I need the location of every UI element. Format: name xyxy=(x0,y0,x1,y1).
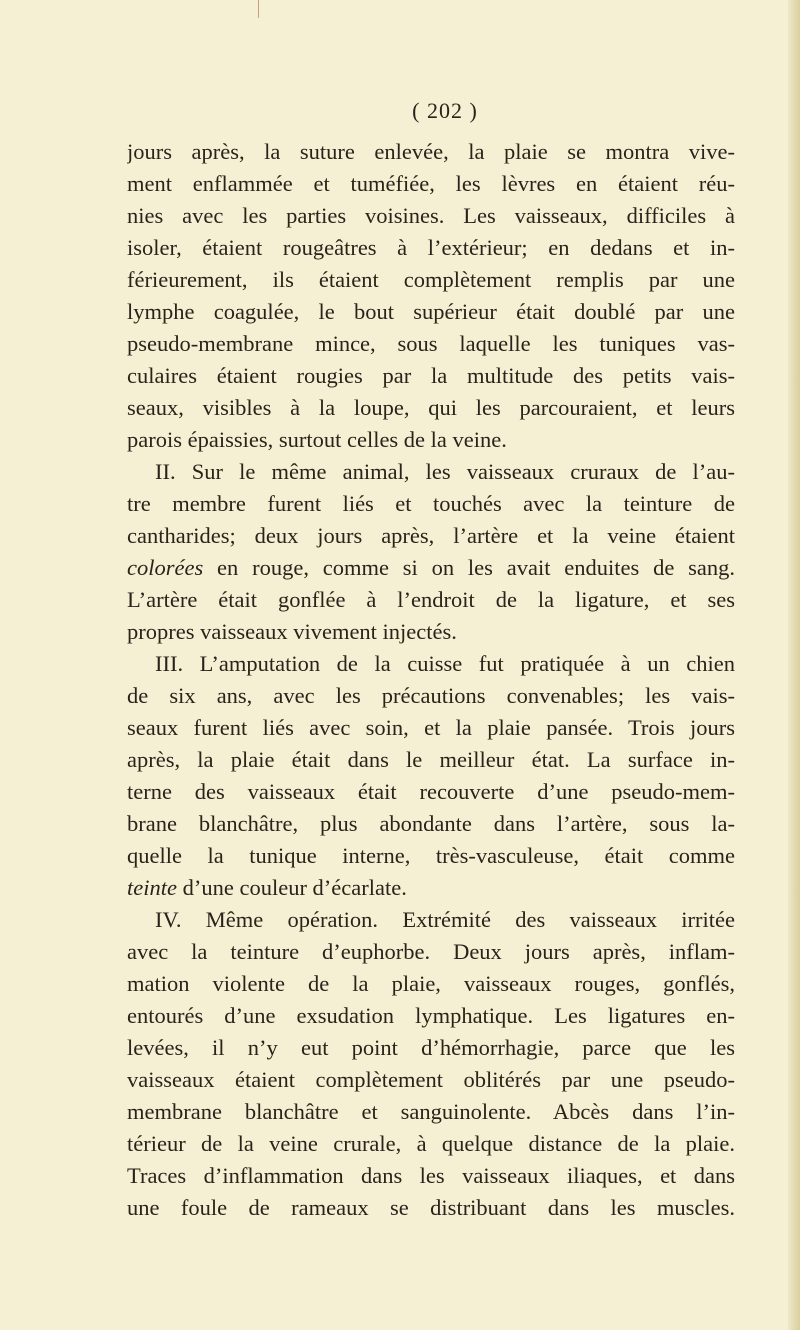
paragraph xyxy=(127,136,735,456)
line-text: propres vaisseaux vivement injectés. xyxy=(127,619,457,644)
line-text: tre membre furent liés et touchés avec la teinture de xyxy=(127,491,735,516)
line-text: jours après, la suture enlevée, la plaie se montra vive- xyxy=(127,139,735,164)
line-text: II. Sur le même animal, les vaisseaux cruraux de l’au- xyxy=(155,459,735,484)
line-text: de six ans, avec les précautions convenables; les vais- xyxy=(127,683,735,708)
text-line xyxy=(127,1032,735,1064)
text-line xyxy=(127,840,735,872)
line-text: Traces d’inflammation dans les vaisseaux iliaques, et dans xyxy=(127,1163,735,1188)
line-text: terne des vaisseaux était recouverte d’une pseudo-mem- xyxy=(127,779,735,804)
text-line xyxy=(127,296,735,328)
line-text: entourés d’une exsudation lymphatique. Les ligatures en- xyxy=(127,1003,735,1028)
text-line xyxy=(127,904,735,936)
text-line xyxy=(127,1000,735,1032)
text-line xyxy=(127,872,735,904)
line-text: lymphe coagulée, le bout supérieur était doublé par une xyxy=(127,299,735,324)
text-line xyxy=(127,1096,735,1128)
text-line xyxy=(127,968,735,1000)
text-line xyxy=(127,1064,735,1096)
line-text: isoler, étaient rougeâtres à l’extérieur; en dedans et in- xyxy=(127,235,735,260)
scan-mark xyxy=(258,0,259,18)
text-line xyxy=(127,200,735,232)
paragraph xyxy=(127,648,735,904)
text-line xyxy=(127,712,735,744)
paragraph xyxy=(127,904,735,1224)
italic-word: colorées xyxy=(127,555,204,580)
line-text: levées, il n’y eut point d’hémorrhagie, parce que les xyxy=(127,1035,735,1060)
text-line xyxy=(127,648,735,680)
line-text: parois épaissies, surtout celles de la veine. xyxy=(127,427,507,452)
line-text: cantharides; deux jours après, l’artère et la veine étaient xyxy=(127,523,735,548)
text-line xyxy=(127,616,735,648)
line-text: nies avec les parties voisines. Les vaisseaux, difficiles à xyxy=(127,203,735,228)
page-edge xyxy=(788,0,800,1330)
line-text: térieur de la veine crurale, à quelque distance de la plaie. xyxy=(127,1131,735,1156)
line-text: en rouge, comme si on les avait enduites de sang. xyxy=(203,555,735,580)
text-line xyxy=(127,680,735,712)
text-line xyxy=(127,1192,735,1224)
text-line xyxy=(127,808,735,840)
line-text: après, la plaie était dans le meilleur état. La surface in- xyxy=(127,747,735,772)
text-line xyxy=(127,168,735,200)
text-line xyxy=(127,488,735,520)
line-text: d’une couleur d’écarlate. xyxy=(176,875,407,900)
text-line xyxy=(127,424,735,456)
text-line xyxy=(127,520,735,552)
line-text: seaux, visibles à la loupe, qui les parcouraient, et leurs xyxy=(127,395,735,420)
page-number: ( 202 ) xyxy=(412,98,478,123)
text-line xyxy=(127,744,735,776)
text-line xyxy=(127,1128,735,1160)
line-text: pseudo-membrane mince, sous laquelle les tuniques vas- xyxy=(127,331,735,356)
line-text: vaisseaux étaient complètement oblitérés par une pseudo- xyxy=(127,1067,735,1092)
text-line xyxy=(127,328,735,360)
line-text: IV. Même opération. Extrémité des vaisseaux irritée xyxy=(155,907,735,932)
line-text: mation violente de la plaie, vaisseaux rouges, gonflés, xyxy=(127,971,735,996)
line-text: avec la teinture d’euphorbe. Deux jours après, inflam- xyxy=(127,939,735,964)
text-line xyxy=(127,392,735,424)
text-line xyxy=(127,232,735,264)
text-line xyxy=(127,264,735,296)
text-line xyxy=(127,776,735,808)
text-line xyxy=(127,456,735,488)
line-text: ment enflammée et tuméfiée, les lèvres en étaient réu- xyxy=(127,171,735,196)
line-text: L’artère était gonflée à l’endroit de la ligature, et ses xyxy=(127,587,735,612)
paragraph xyxy=(127,456,735,648)
line-text: brane blanchâtre, plus abondante dans l’artère, sous la- xyxy=(127,811,735,836)
text-line xyxy=(127,1160,735,1192)
line-text: III. L’amputation de la cuisse fut pratiquée à un chien xyxy=(155,651,735,676)
text-line xyxy=(127,552,735,584)
italic-word: teinte xyxy=(127,875,177,900)
text-line xyxy=(127,584,735,616)
text-line xyxy=(127,136,735,168)
line-text: membrane blanchâtre et sanguinolente. Abcès dans l’in- xyxy=(127,1099,735,1124)
line-text: férieurement, ils étaient complètement remplis par une xyxy=(127,267,735,292)
text-line xyxy=(127,360,735,392)
page-body xyxy=(127,136,735,1224)
line-text: une foule de rameaux se distribuant dans les muscles. xyxy=(127,1195,735,1220)
text-line xyxy=(127,936,735,968)
line-text: quelle la tunique interne, très-vasculeuse, était comme xyxy=(127,843,735,868)
line-text: seaux furent liés avec soin, et la plaie pansée. Trois jours xyxy=(127,715,735,740)
line-text: culaires étaient rougies par la multitude des petits vais- xyxy=(127,363,735,388)
